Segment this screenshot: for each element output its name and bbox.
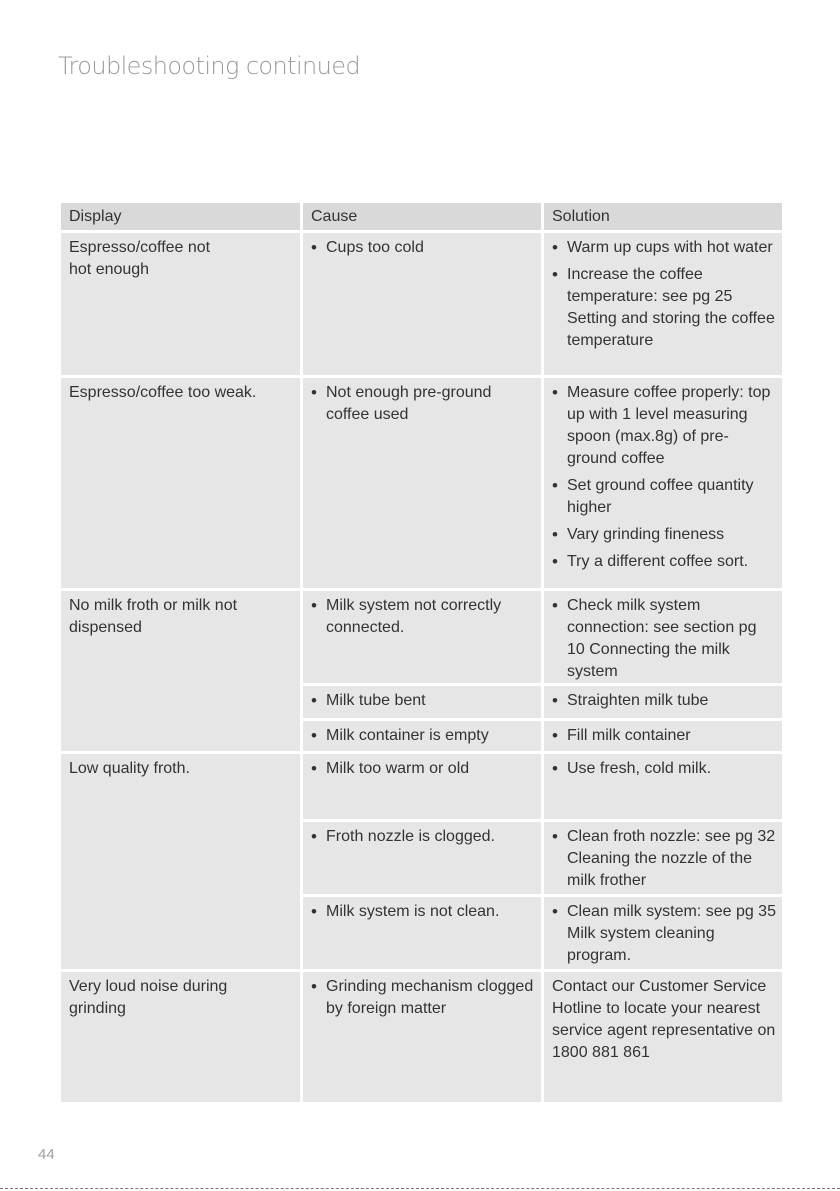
solution-item: • Clean milk system: see pg 35 Milk system cleaning program. <box>552 901 776 967</box>
solution-text: Contact our Customer Service Hotline to locate your nearest service agent representative on 1800 881 861 <box>552 978 776 1061</box>
solution-item: • Fill milk container <box>552 725 776 747</box>
solution-item: • Straighten milk tube <box>552 690 776 712</box>
cause-item: • Milk system is not clean. <box>311 901 535 923</box>
solution-cell <box>543 753 784 821</box>
cause-item: • Milk tube bent <box>311 690 535 712</box>
page-bottom-rule <box>0 1188 840 1189</box>
display-text: Very loud noise during grinding <box>69 978 228 1017</box>
display-text: Low quality froth. <box>69 760 190 777</box>
display-cell <box>60 590 302 753</box>
cause-item: • Milk too warm or old <box>311 758 535 780</box>
solution-item: • Vary grinding fineness <box>552 524 776 546</box>
cause-cell <box>302 821 543 896</box>
display-text: Espresso/coffee not hot enough <box>69 239 211 278</box>
page-number: 44 <box>38 1146 55 1163</box>
solution-cell <box>543 971 784 1104</box>
cause-item: • Milk system not correctly connected. <box>311 595 535 639</box>
cause-cell <box>302 377 543 590</box>
cause-item: • Not enough pre-ground coffee used <box>311 382 535 426</box>
solution-cell <box>543 720 784 753</box>
display-cell <box>60 971 302 1104</box>
table-row <box>60 971 784 1104</box>
solution-item: • Increase the coffee temperature: see pg 25 Setting and storing the coffee temperature <box>552 264 776 352</box>
table-row <box>60 753 784 821</box>
cause-item: • Milk container is empty <box>311 725 535 747</box>
header-solution: Solution <box>543 202 784 232</box>
display-cell <box>60 377 302 590</box>
troubleshooting-table <box>58 200 785 1105</box>
cause-item: • Cups too cold <box>311 237 535 259</box>
table-header-row <box>60 202 784 232</box>
solution-cell <box>543 232 784 377</box>
solution-item: • Clean froth nozzle: see pg 32 Cleaning the nozzle of the milk frother <box>552 826 776 892</box>
solution-cell <box>543 377 784 590</box>
cause-item: • Froth nozzle is clogged. <box>311 826 535 848</box>
page-title: Troubleshooting continued <box>58 52 361 80</box>
table-row <box>60 377 784 590</box>
cause-cell <box>302 685 543 720</box>
solution-cell <box>543 590 784 685</box>
table-row <box>60 232 784 377</box>
table-row <box>60 590 784 685</box>
display-cell <box>60 753 302 971</box>
cause-item: • Grinding mechanism clogged by foreign matter <box>311 976 535 1020</box>
solution-item: • Check milk system connection: see section pg 10 Connecting the milk system <box>552 595 776 683</box>
cause-cell <box>302 590 543 685</box>
display-text: Espresso/coffee too weak. <box>69 384 257 401</box>
solution-item: • Try a different coffee sort. <box>552 551 776 573</box>
cause-cell <box>302 896 543 971</box>
cause-cell <box>302 232 543 377</box>
solution-item: • Use fresh, cold milk. <box>552 758 776 780</box>
cause-cell <box>302 753 543 821</box>
display-cell <box>60 232 302 377</box>
solution-cell <box>543 685 784 720</box>
solution-item: • Set ground coffee quantity higher <box>552 475 776 519</box>
solution-cell <box>543 821 784 896</box>
solution-item: • Measure coffee properly: top up with 1 level measuring spoon (max.8g) of pre-ground coffee <box>552 382 776 470</box>
display-text: No milk froth or milk not dispensed <box>69 597 238 636</box>
cause-cell <box>302 971 543 1104</box>
cause-cell <box>302 720 543 753</box>
header-cause: Cause <box>302 202 543 232</box>
solution-cell <box>543 896 784 971</box>
header-display: Display <box>60 202 302 232</box>
solution-item: • Warm up cups with hot water <box>552 237 776 259</box>
